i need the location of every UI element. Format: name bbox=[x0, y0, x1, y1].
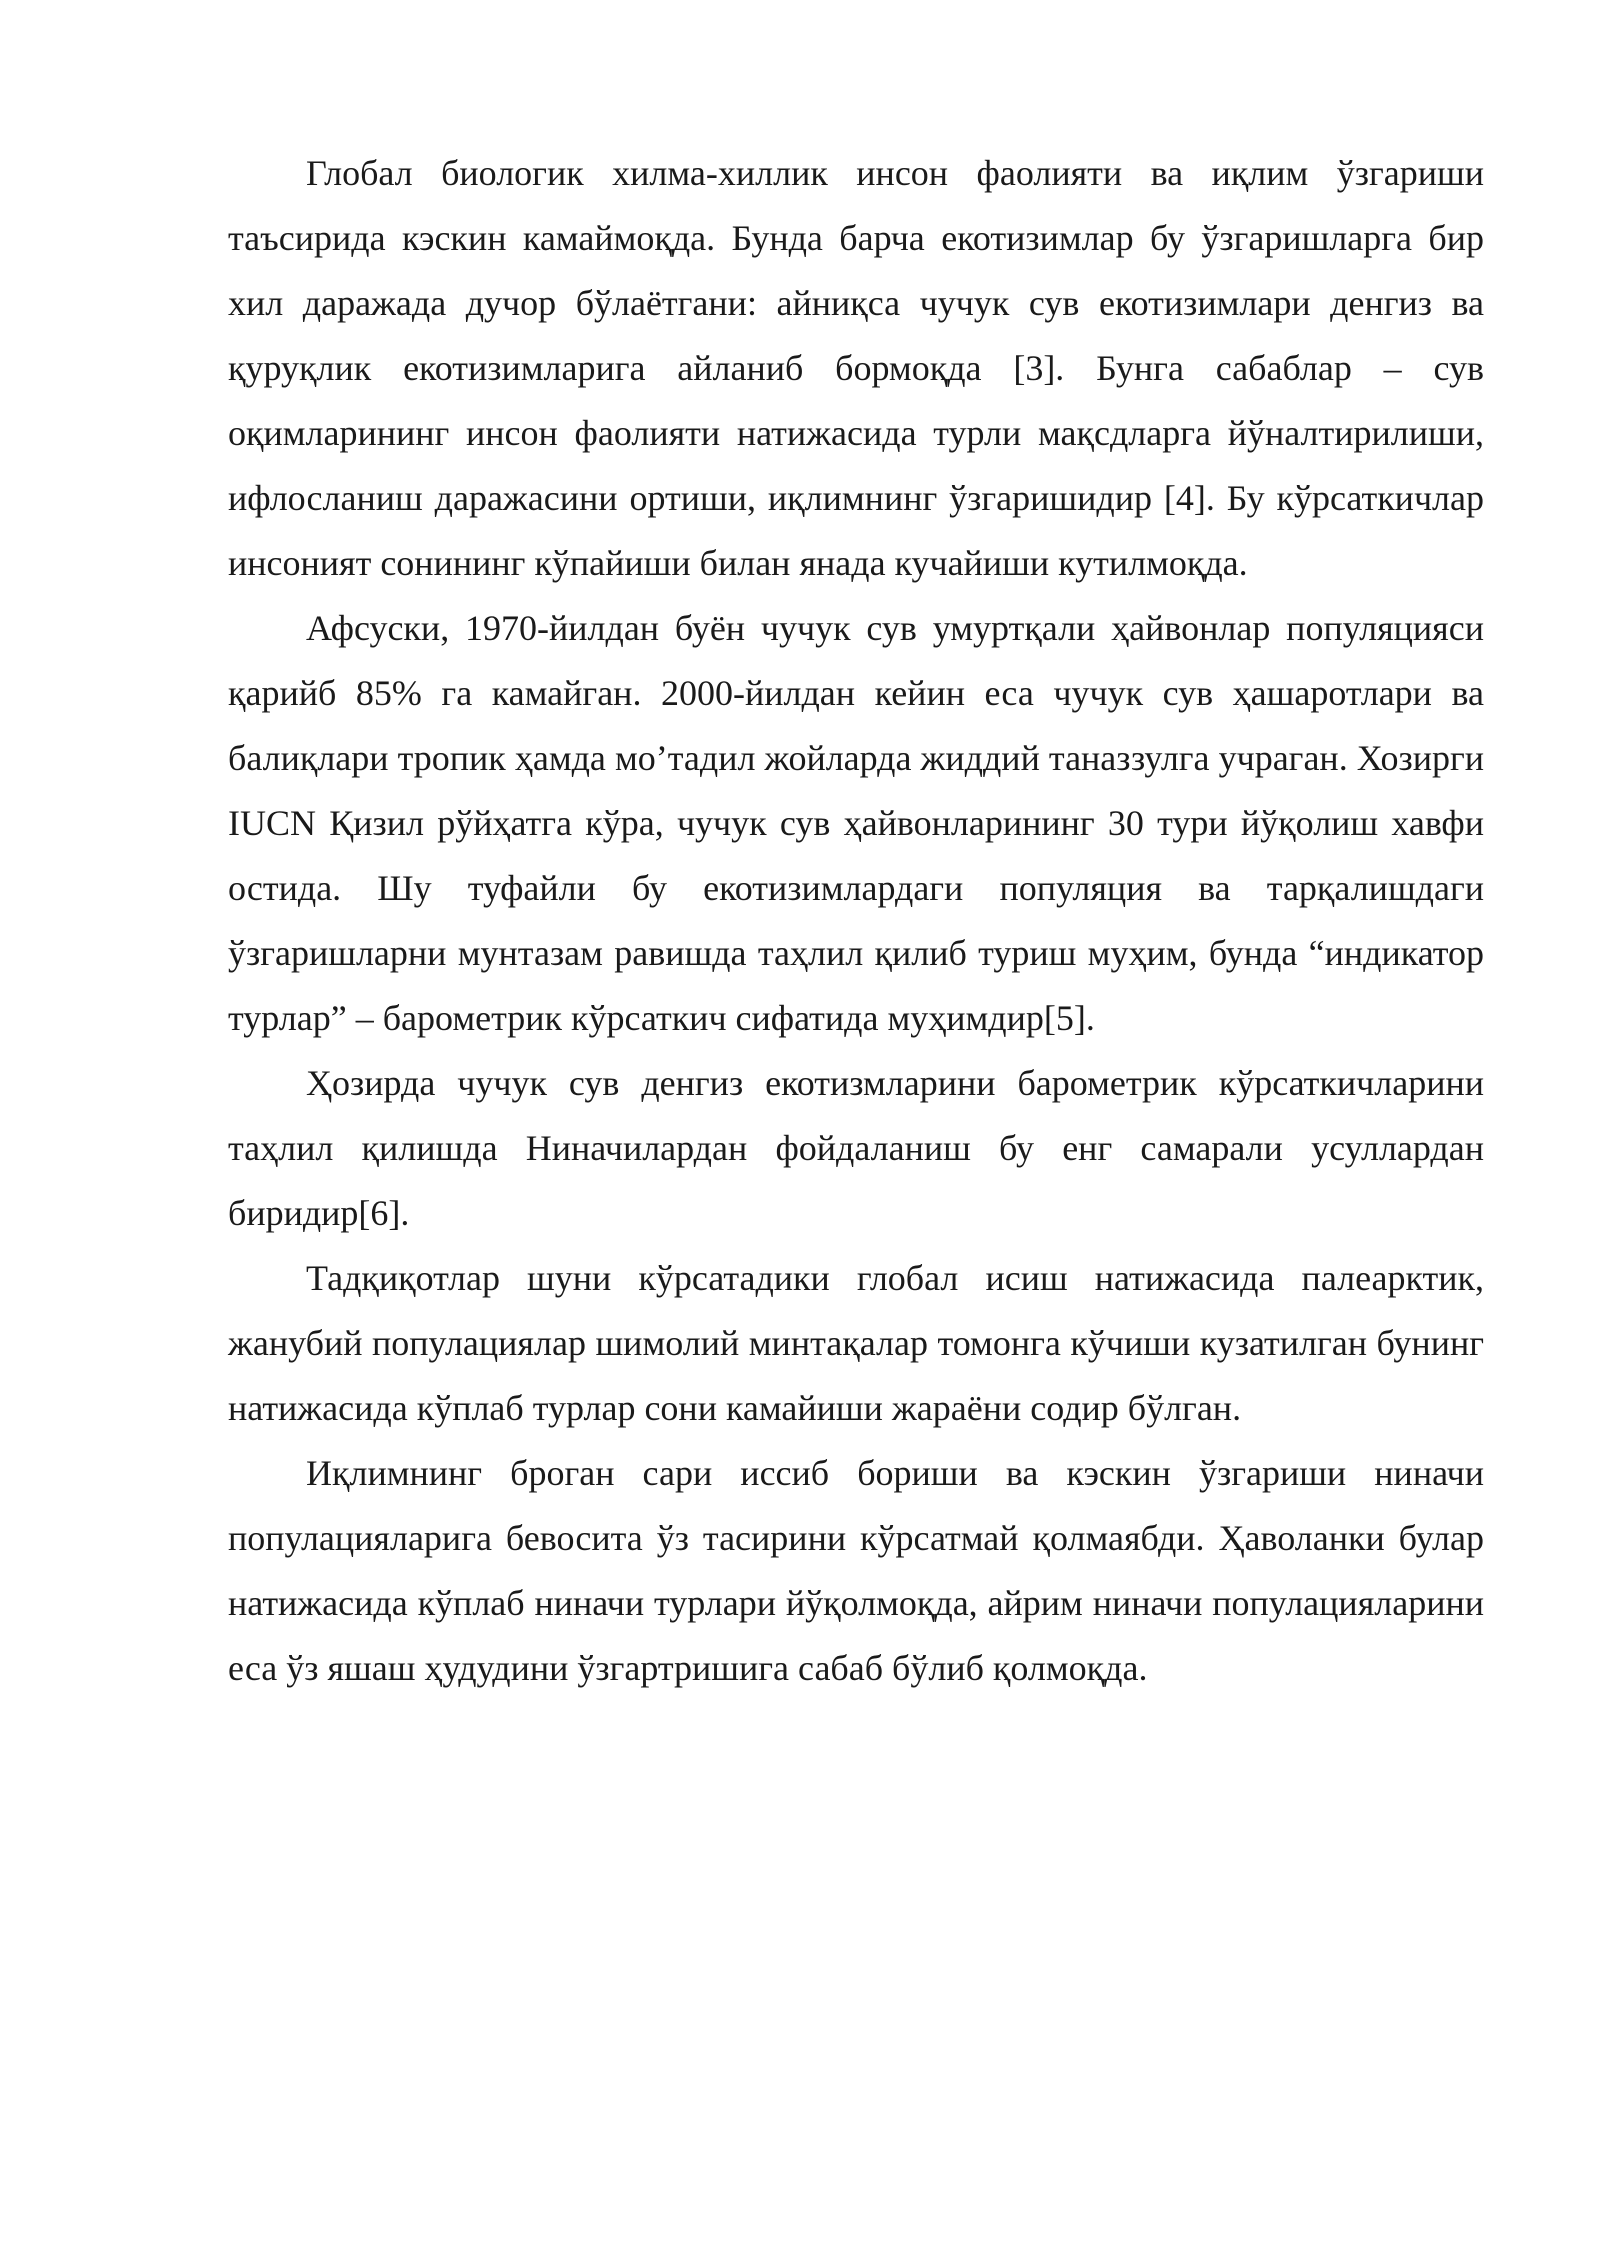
document-body bbox=[228, 141, 1484, 1701]
paragraph-3: Ҳозирда чучук сув денгиз екотизмларини барометрик кўрсаткичларини таҳлил қилишда Ниначилардан фойдаланиш бу енг самарали усуллардан биридир[6]. bbox=[228, 1063, 1484, 1233]
paragraph-1: Глобал биологик хилма-хиллик инсон фаолияти ва иқлим ўзгариши таъсирида кэскин камаймоқда. Бунда барча екотизимлар бу ўзгаришларга бир хил даражада дучор бўлаётгани: айниқса чучук сув екотизимлари денгиз ва қуруқлик екотизимларига айланиб бормоқда [3]. Бунга сабаблар – сув оқимларининг инсон фаолияти натижасида турли мақсдларга йўналтирилиши, ифлосланиш даражасини ортиши, иқлимнинг ўзгаришидир [4]. Бу кўрсаткичлар инсоният сонининг кўпайиши билан янада кучайиши кутилмоқда. bbox=[228, 153, 1484, 583]
paragraph-4: Тадқиқотлар шуни кўрсатадики глобал исиш натижасида палеарктик, жанубий популациялар шимолий минтақалар томонга кўчиши кузатилган бунинг натижасида кўплаб турлар сони камайиши жараёни содир бўлган. bbox=[228, 1258, 1484, 1428]
paragraph-2: Афсуски, 1970-йилдан буён чучук сув умуртқали ҳайвонлар популяцияси қарийб 85% га камайган. 2000-йилдан кейин еса чучук сув ҳашаротлари ва балиқлари тропик ҳамда мо’тадил жойларда жиддий таназзулга учраган. Хозирги IUCN Қизил рўйҳатга кўра, чучук сув ҳайвонларининг 30 тури йўқолиш хавфи остида. Шу туфайли бу екотизимлардаги популяция ва тарқалишдаги ўзгаришларни мунтазам равишда таҳлил қилиб туриш муҳим, бунда “индикатор турлар” – барометрик кўрсаткич сифатида муҳимдир[5]. bbox=[228, 608, 1484, 1038]
paragraph-5: Иқлимнинг броган сари иссиб бориши ва кэскин ўзгариши ниначи популацияларига бевосита ўз тасирини кўрсатмай қолмаябди. Ҳаволанки булар натижасида кўплаб ниначи турлари йўқолмоқда, айрим ниначи популацияларини еса ўз яшаш ҳудудини ўзгартришига сабаб бўлиб қолмоқда. bbox=[228, 1453, 1484, 1688]
